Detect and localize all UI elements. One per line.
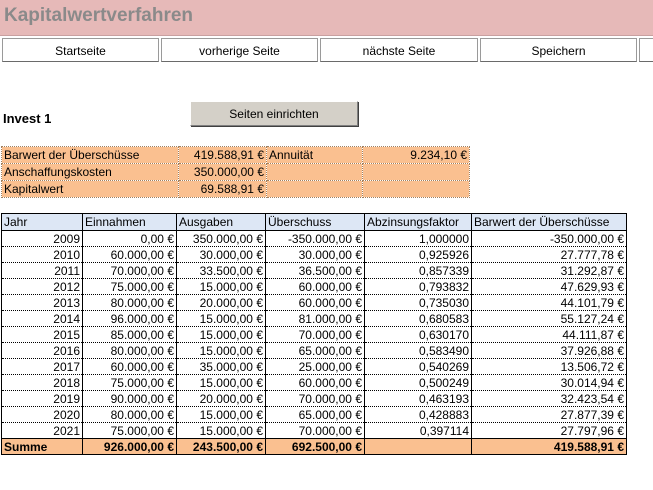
previous-page-button[interactable]: vorherige Seite xyxy=(161,38,318,62)
cell-abzinsungsfaktor[interactable]: 0,583490 xyxy=(365,343,472,359)
cell-abzinsungsfaktor[interactable]: 0,500249 xyxy=(365,375,472,391)
cell-abzinsungsfaktor[interactable]: 0,925926 xyxy=(365,247,472,263)
cell-ueberschuss[interactable]: 70.000,00 € xyxy=(266,391,365,407)
cell-jahr[interactable]: 2016 xyxy=(2,343,83,359)
annuitaet-value[interactable]: 9.234,10 € xyxy=(363,147,470,164)
save-button[interactable]: Speichern xyxy=(480,38,637,62)
table-sum-row xyxy=(2,439,627,455)
table-row xyxy=(2,263,627,279)
anschaffung-label: Anschaffungskosten xyxy=(2,164,179,181)
cell-ueberschuss[interactable]: 65.000,00 € xyxy=(266,343,365,359)
cell-abzinsungsfaktor[interactable]: 0,540269 xyxy=(365,359,472,375)
cell-ueberschuss[interactable]: 60.000,00 € xyxy=(266,279,365,295)
cell-ueberschuss[interactable]: 30.000,00 € xyxy=(266,247,365,263)
cell-ueberschuss[interactable]: 36.500,00 € xyxy=(266,263,365,279)
cell-barwert[interactable]: 419.588,91 € xyxy=(472,439,627,455)
summary-table xyxy=(1,146,470,198)
cashflow-table xyxy=(1,213,627,455)
barwert-label: Barwert der Überschüsse xyxy=(2,147,179,164)
cell-einnahmen[interactable]: 75.000,00 € xyxy=(83,279,177,295)
header-barwert: Barwert der Überschüsse xyxy=(472,214,627,231)
header-einnahmen: Einnahmen xyxy=(83,214,177,231)
cell-abzinsungsfaktor[interactable]: 0,793832 xyxy=(365,279,472,295)
table-row xyxy=(2,311,627,327)
header-abzinsungsfaktor: Abzinsungsfaktor xyxy=(365,214,472,231)
cell-abzinsungsfaktor[interactable]: 0,463193 xyxy=(365,391,472,407)
cell-ausgaben[interactable]: 350.000,00 € xyxy=(177,231,266,247)
cell-barwert[interactable]: 44.111,87 € xyxy=(472,327,627,343)
empty-cell[interactable] xyxy=(363,181,470,198)
table-row xyxy=(2,423,627,439)
cell-einnahmen[interactable]: 60.000,00 € xyxy=(83,247,177,263)
cell-ausgaben[interactable]: 243.500,00 € xyxy=(177,439,266,455)
cell-einnahmen[interactable]: 85.000,00 € xyxy=(83,327,177,343)
cell-abzinsungsfaktor[interactable]: 0,857339 xyxy=(365,263,472,279)
table-row xyxy=(2,231,627,247)
cell-ueberschuss[interactable]: 81.000,00 € xyxy=(266,311,365,327)
cell-ueberschuss[interactable]: 65.000,00 € xyxy=(266,407,365,423)
cell-einnahmen[interactable]: 80.000,00 € xyxy=(83,295,177,311)
cell-einnahmen[interactable]: 0,00 € xyxy=(83,231,177,247)
cell-einnahmen[interactable]: 90.000,00 € xyxy=(83,391,177,407)
cell-ueberschuss[interactable]: 60.000,00 € xyxy=(266,375,365,391)
kapitalwert-label: Kapitalwert xyxy=(2,181,179,198)
cell-einnahmen[interactable]: 80.000,00 € xyxy=(83,407,177,423)
cell-ausgaben[interactable]: 15.000,00 € xyxy=(177,375,266,391)
cell-barwert[interactable]: 30.014,94 € xyxy=(472,375,627,391)
cell-barwert[interactable]: 47.629,93 € xyxy=(472,279,627,295)
cell-einnahmen[interactable]: 75.000,00 € xyxy=(83,423,177,439)
startseite-button[interactable]: Startseite xyxy=(2,38,159,62)
cell-jahr[interactable]: 2013 xyxy=(2,295,83,311)
cell-jahr[interactable]: 2021 xyxy=(2,423,83,439)
cell-einnahmen[interactable]: 60.000,00 € xyxy=(83,359,177,375)
table-row xyxy=(2,343,627,359)
cell-jahr[interactable]: 2018 xyxy=(2,375,83,391)
cell-ueberschuss[interactable]: 60.000,00 € xyxy=(266,295,365,311)
barwert-value[interactable]: 419.588,91 € xyxy=(179,147,267,164)
cell-ausgaben[interactable]: 35.000,00 € xyxy=(177,359,266,375)
cell-barwert[interactable]: 44.101,79 € xyxy=(472,295,627,311)
cell-ausgaben[interactable]: 15.000,00 € xyxy=(177,423,266,439)
empty-cell[interactable] xyxy=(267,181,363,198)
cell-ueberschuss[interactable]: 70.000,00 € xyxy=(266,423,365,439)
cell-abzinsungsfaktor[interactable]: 0,428883 xyxy=(365,407,472,423)
empty-cell[interactable] xyxy=(363,164,470,181)
cell-barwert[interactable]: 27.877,39 € xyxy=(472,407,627,423)
cell-ueberschuss[interactable]: -350.000,00 € xyxy=(266,231,365,247)
cell-barwert[interactable]: 13.506,72 € xyxy=(472,359,627,375)
cell-ausgaben[interactable]: 33.500,00 € xyxy=(177,263,266,279)
cell-ueberschuss[interactable]: 692.500,00 € xyxy=(266,439,365,455)
cell-barwert[interactable]: 37.926,88 € xyxy=(472,343,627,359)
cell-jahr[interactable]: 2009 xyxy=(2,231,83,247)
cell-barwert[interactable]: 27.797,96 € xyxy=(472,423,627,439)
cell-einnahmen[interactable]: 96.000,00 € xyxy=(83,311,177,327)
cell-jahr[interactable]: 2014 xyxy=(2,311,83,327)
cell-barwert[interactable]: 31.292,87 € xyxy=(472,263,627,279)
table-row xyxy=(2,359,627,375)
cell-ueberschuss[interactable]: 70.000,00 € xyxy=(266,327,365,343)
cell-abzinsungsfaktor[interactable]: 0,397114 xyxy=(365,423,472,439)
table-row xyxy=(2,327,627,343)
cell-einnahmen[interactable]: 75.000,00 € xyxy=(83,375,177,391)
next-page-button[interactable]: nächste Seite xyxy=(320,38,478,62)
summary-row xyxy=(2,181,470,198)
cell-ueberschuss[interactable]: 25.000,00 € xyxy=(266,359,365,375)
cell-abzinsungsfaktor[interactable]: 0,680583 xyxy=(365,311,472,327)
cell-jahr[interactable]: 2015 xyxy=(2,327,83,343)
table-row xyxy=(2,247,627,263)
kapitalwert-value[interactable]: 69.588,91 € xyxy=(179,181,267,198)
cell-barwert[interactable]: 55.127,24 € xyxy=(472,311,627,327)
cell-ausgaben[interactable]: 15.000,00 € xyxy=(177,407,266,423)
cell-ausgaben[interactable]: 30.000,00 € xyxy=(177,247,266,263)
cell-ausgaben[interactable]: 15.000,00 € xyxy=(177,343,266,359)
cell-ausgaben[interactable]: 20.000,00 € xyxy=(177,295,266,311)
cell-einnahmen[interactable]: 80.000,00 € xyxy=(83,343,177,359)
cell-abzinsungsfaktor[interactable]: 0,735030 xyxy=(365,295,472,311)
header-jahr: Jahr xyxy=(2,214,83,231)
cell-jahr[interactable]: 2011 xyxy=(2,263,83,279)
table-row xyxy=(2,375,627,391)
table-header-row xyxy=(2,214,627,231)
page-title: Kapitalwertverfahren xyxy=(4,5,194,26)
cell-ausgaben[interactable]: 15.000,00 € xyxy=(177,279,266,295)
cell-jahr[interactable]: Summe xyxy=(2,439,83,455)
summary-row xyxy=(2,147,470,164)
cell-barwert[interactable]: 32.423,54 € xyxy=(472,391,627,407)
section-title: Invest 1 xyxy=(3,111,52,126)
table-row xyxy=(2,407,627,423)
cell-einnahmen[interactable]: 926.000,00 € xyxy=(83,439,177,455)
cell-abzinsungsfaktor[interactable]: 0,630170 xyxy=(365,327,472,343)
cell-barwert[interactable]: 27.777,78 € xyxy=(472,247,627,263)
header-ausgaben: Ausgaben xyxy=(177,214,266,231)
cell-ausgaben[interactable]: 15.000,00 € xyxy=(177,327,266,343)
cell-einnahmen[interactable]: 70.000,00 € xyxy=(83,263,177,279)
table-row xyxy=(2,391,627,407)
cell-barwert[interactable]: -350.000,00 € xyxy=(472,231,627,247)
cell-ausgaben[interactable]: 20.000,00 € xyxy=(177,391,266,407)
cell-jahr[interactable]: 2019 xyxy=(2,391,83,407)
anschaffung-value[interactable]: 350.000,00 € xyxy=(179,164,267,181)
setup-pages-button[interactable]: Seiten einrichten xyxy=(190,101,358,126)
header-ueberschuss: Überschuss xyxy=(266,214,365,231)
cell-ausgaben[interactable]: 15.000,00 € xyxy=(177,311,266,327)
cell-abzinsungsfaktor[interactable] xyxy=(365,439,472,455)
annuitaet-label: Annuität xyxy=(267,147,363,164)
empty-cell[interactable] xyxy=(267,164,363,181)
cell-abzinsungsfaktor[interactable]: 1,000000 xyxy=(365,231,472,247)
cell-jahr[interactable]: 2010 xyxy=(2,247,83,263)
more-button[interactable] xyxy=(639,38,653,62)
cell-jahr[interactable]: 2017 xyxy=(2,359,83,375)
cell-jahr[interactable]: 2012 xyxy=(2,279,83,295)
cell-jahr[interactable]: 2020 xyxy=(2,407,83,423)
summary-row xyxy=(2,164,470,181)
table-row xyxy=(2,295,627,311)
table-row xyxy=(2,279,627,295)
